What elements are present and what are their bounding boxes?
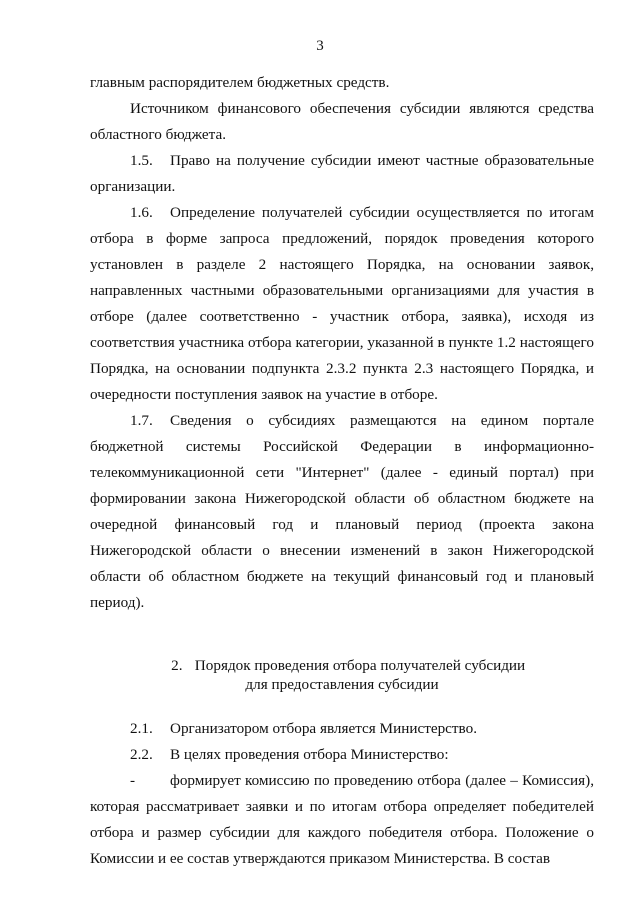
- clause-1-5: [90, 148, 594, 200]
- clause-text: Право на получение субсидии имеют частные образовательные организации.: [90, 152, 594, 195]
- paragraph-funding-source: [90, 96, 594, 148]
- clause-number: 2.1.: [130, 720, 153, 737]
- clause-number: 2.2.: [130, 746, 153, 763]
- page-number: 3: [316, 38, 324, 54]
- section-title: Порядок проведения отбора получателей субсидии: [194, 657, 526, 674]
- clause-number: 1.7.: [130, 412, 153, 429]
- clause-text: Организатором отбора является Министерство.: [170, 720, 477, 737]
- section-heading: [90, 656, 594, 694]
- list-item-text: формирует комиссию по проведению отбора (далее – Комиссия), которая рассматривает заявки и по итогам отбора определяет победителей отбора и размер субсидии для каждого победителя отбора. Положение о Комиссии и ее состав утверждаются приказом Министерства. В состав: [90, 772, 594, 867]
- paragraph-continuation: [90, 70, 594, 96]
- clause-1-6: [90, 200, 594, 408]
- clause-number: 1.6.: [130, 204, 153, 221]
- section-heading-line-1: [90, 656, 594, 675]
- section-number: 2.: [171, 657, 183, 674]
- paragraph-text: Источником финансового обеспечения субсидии являются средства областного бюджета.: [90, 100, 594, 143]
- clause-1-7: [90, 408, 594, 616]
- clause-text: Определение получателей субсидии осуществляется по итогам отбора в форме запроса предложений, порядок проведения которого установлен в разделе 2 настоящего Порядка, на основании заявок, направленных частными образовательными организациями для участия в отборе (далее соответственно - участник отбора, заявка), исходя из соответствия участника отбора категории, указанной в пункте 1.2 настоящего Порядка, на основании подпункта 2.3.2 пункта 2.3 настоящего Порядка, и очередности поступления заявок на участие в отборе.: [90, 204, 594, 403]
- clause-2-2: [90, 742, 594, 768]
- document-body: [90, 70, 594, 872]
- paragraph-text: главным распорядителем бюджетных средств.: [90, 74, 390, 91]
- clause-2-1: [90, 716, 594, 742]
- clause-number: 1.5.: [130, 152, 153, 169]
- list-dash: -: [130, 772, 136, 789]
- list-item-commission: [90, 768, 594, 872]
- clause-text: Сведения о субсидиях размещаются на едином портале бюджетной системы Российской Федерации в информационно-телекоммуникационной сети "Интернет" (далее - единый портал) при формировании закона Нижегородской области об областном бюджете на очередной финансовый год и плановый период (проекта закона Нижегородской области о внесении изменений в закон Нижегородской области об областном бюджете на текущий финансовый год и плановый период).: [90, 412, 594, 611]
- section-heading-line-2: для предоставления субсидии: [245, 676, 439, 693]
- clause-text: В целях проведения отбора Министерство:: [170, 746, 449, 763]
